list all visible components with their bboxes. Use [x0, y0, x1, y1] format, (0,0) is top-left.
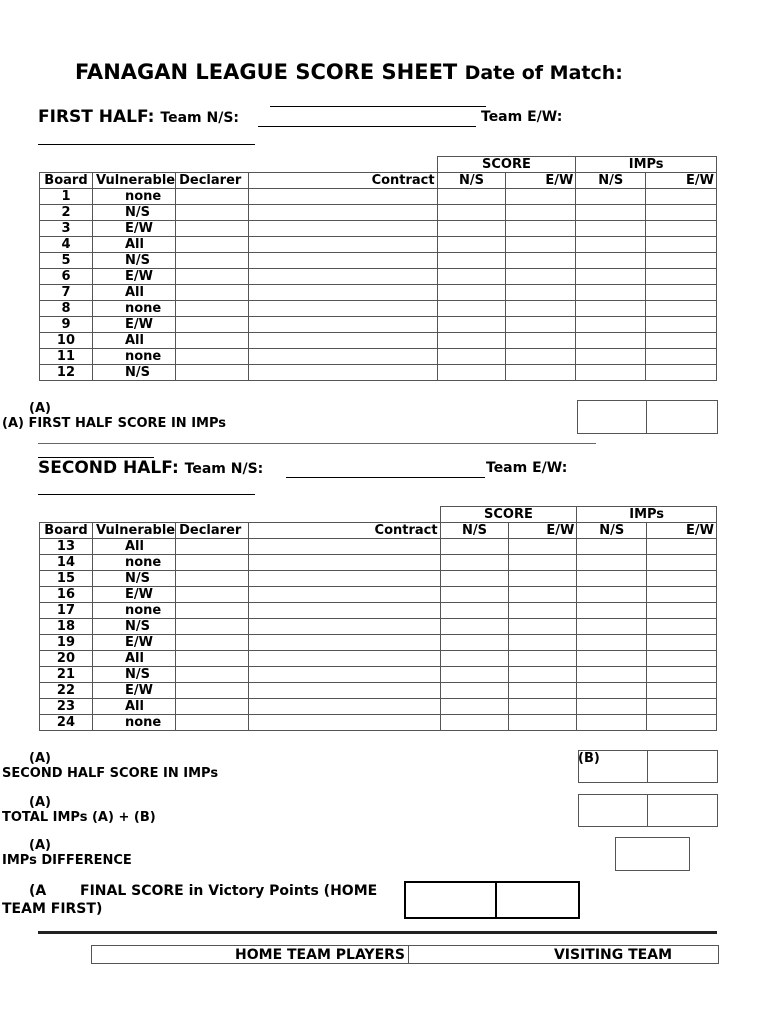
- second-half-score-table: [39, 506, 717, 731]
- score-ns-field[interactable]: [437, 221, 506, 237]
- score-ns-field[interactable]: [437, 237, 506, 253]
- imps-difference-field[interactable]: [615, 837, 690, 871]
- declarer-field[interactable]: [176, 651, 249, 667]
- contract-field[interactable]: [249, 651, 441, 667]
- score-ns-field[interactable]: [437, 253, 506, 269]
- vulnerability: N/S: [92, 365, 175, 381]
- vulnerability: none: [92, 349, 175, 365]
- declarer-field[interactable]: [176, 237, 249, 253]
- imps-ns-field[interactable]: [577, 683, 647, 699]
- score-ew-field[interactable]: [509, 683, 577, 699]
- board-number: 7: [40, 285, 93, 301]
- score-ew-field[interactable]: [509, 539, 577, 555]
- final-score-visiting-field[interactable]: [498, 883, 576, 917]
- team-ew-label-2: Team E/W:: [486, 460, 568, 476]
- table-row: [40, 635, 717, 651]
- imps-ew-field[interactable]: [647, 635, 717, 651]
- team-ew-line-2[interactable]: [38, 494, 255, 495]
- contract-field[interactable]: [249, 301, 438, 317]
- table-row: [40, 603, 717, 619]
- table-row: [40, 555, 717, 571]
- score-ew-field[interactable]: [509, 715, 577, 731]
- vulnerability: All: [92, 651, 175, 667]
- total-imps-label: TOTAL IMPs (A) + (B): [2, 810, 156, 825]
- imps-ns-field[interactable]: [576, 301, 646, 317]
- score-ns-field[interactable]: [437, 285, 506, 301]
- imps-ns-field[interactable]: [577, 651, 647, 667]
- table-row: [40, 667, 717, 683]
- imps-ns-field[interactable]: [576, 221, 646, 237]
- total-imps-ns-field[interactable]: [578, 794, 647, 825]
- imps-ns-field[interactable]: [576, 205, 646, 221]
- final-score-home-field[interactable]: [406, 883, 494, 917]
- final-score-label-line1: FINAL SCORE in Victory Points (HOME: [80, 883, 378, 899]
- score-ew-field[interactable]: [506, 205, 576, 221]
- vulnerability: E/W: [92, 221, 175, 237]
- declarer-field[interactable]: [176, 683, 249, 699]
- imps-ew-field[interactable]: [646, 221, 717, 237]
- table-row: [40, 651, 717, 667]
- board-number: 12: [40, 365, 93, 381]
- contract-field[interactable]: [249, 253, 438, 269]
- board-number: 10: [40, 333, 93, 349]
- contract-field[interactable]: [249, 603, 441, 619]
- team-ns-label-2: Team N/S:: [184, 461, 264, 477]
- score-ew-field[interactable]: [506, 253, 576, 269]
- board-number: 5: [40, 253, 93, 269]
- contract-field[interactable]: [249, 269, 438, 285]
- contract-field[interactable]: [249, 619, 441, 635]
- board-header-2: Board: [40, 523, 93, 539]
- board-number: 2: [40, 205, 93, 221]
- imps-ew-field[interactable]: [646, 189, 717, 205]
- imps-ew-field[interactable]: [647, 555, 717, 571]
- score-ew-field[interactable]: [506, 189, 576, 205]
- imps-ew-field[interactable]: [646, 301, 717, 317]
- vulnerability: N/S: [92, 205, 175, 221]
- score-ew-field[interactable]: [509, 635, 577, 651]
- score-ns-field[interactable]: [440, 603, 509, 619]
- score-ns-field[interactable]: [437, 205, 506, 221]
- second-half-header: [38, 458, 263, 478]
- contract-field[interactable]: [249, 349, 438, 365]
- vulnerability: All: [92, 237, 175, 253]
- contract-field[interactable]: [249, 699, 441, 715]
- imps-ns-field[interactable]: [576, 285, 646, 301]
- score-ns-field[interactable]: [440, 571, 509, 587]
- declarer-field[interactable]: [176, 317, 249, 333]
- contract-field[interactable]: [249, 587, 441, 603]
- score-ns-field[interactable]: [440, 667, 509, 683]
- declarer-field[interactable]: [176, 635, 249, 651]
- declarer-field[interactable]: [176, 285, 249, 301]
- imps-ns-field[interactable]: [576, 349, 646, 365]
- board-number: 11: [40, 349, 93, 365]
- imps-ew-field[interactable]: [646, 349, 717, 365]
- vulnerability: All: [92, 285, 175, 301]
- score-ew-field[interactable]: [506, 269, 576, 285]
- declarer-field[interactable]: [176, 699, 249, 715]
- declarer-field[interactable]: [176, 189, 249, 205]
- contract-field[interactable]: [249, 189, 438, 205]
- imps-ns-field[interactable]: [576, 237, 646, 253]
- imps-ew-header-2: E/W: [647, 523, 717, 539]
- score-ns-header: N/S: [437, 173, 506, 189]
- score-ns-field[interactable]: [437, 333, 506, 349]
- imps-ew-field[interactable]: [647, 603, 717, 619]
- declarer-field[interactable]: [176, 539, 249, 555]
- board-number: 18: [40, 619, 93, 635]
- declarer-field[interactable]: [176, 365, 249, 381]
- contract-field[interactable]: [249, 571, 441, 587]
- second-half-score-label: SECOND HALF SCORE IN IMPs: [2, 766, 219, 781]
- board-number: 20: [40, 651, 93, 667]
- contract-field[interactable]: [249, 205, 438, 221]
- team-ns-line-2[interactable]: [286, 477, 485, 478]
- score-ns-field[interactable]: [440, 699, 509, 715]
- declarer-header: Declarer: [176, 173, 249, 189]
- vulnerable-header: Vulnerable: [92, 173, 175, 189]
- table-row: [40, 301, 717, 317]
- declarer-header-2: Declarer: [176, 523, 249, 539]
- imps-ns-field[interactable]: [576, 189, 646, 205]
- imps-header-2: IMPs: [577, 507, 717, 523]
- board-number: 23: [40, 699, 93, 715]
- imps-ew-field[interactable]: [646, 365, 717, 381]
- declarer-field[interactable]: [176, 603, 249, 619]
- table-row: [40, 539, 717, 555]
- vulnerability: none: [92, 301, 175, 317]
- declarer-field[interactable]: [176, 619, 249, 635]
- vulnerability: N/S: [92, 667, 175, 683]
- second-half-imps-ns-field[interactable]: [578, 750, 647, 781]
- sheet-title: FANAGAN LEAGUE SCORE SHEET: [75, 60, 458, 84]
- score-ew-field[interactable]: [509, 603, 577, 619]
- team-ns-line[interactable]: [258, 126, 476, 127]
- contract-header-2: Contract: [249, 523, 441, 539]
- board-number: 17: [40, 603, 93, 619]
- contract-field[interactable]: [249, 333, 438, 349]
- table-row: [40, 221, 717, 237]
- imps-ew-field[interactable]: [646, 317, 717, 333]
- score-ns-field[interactable]: [440, 635, 509, 651]
- declarer-field[interactable]: [176, 253, 249, 269]
- contract-field[interactable]: [249, 237, 438, 253]
- vulnerability: E/W: [92, 683, 175, 699]
- vulnerability: All: [92, 699, 175, 715]
- score-ew-field[interactable]: [509, 667, 577, 683]
- declarer-field[interactable]: [176, 571, 249, 587]
- imps-ns-field[interactable]: [577, 699, 647, 715]
- table-row: [40, 189, 717, 205]
- board-number: 9: [40, 317, 93, 333]
- imps-ns-field[interactable]: [577, 619, 647, 635]
- score-ew-field[interactable]: [506, 221, 576, 237]
- table-row: [40, 683, 717, 699]
- table-row: [40, 587, 717, 603]
- table-row: [40, 571, 717, 587]
- score-ew-field[interactable]: [506, 365, 576, 381]
- score-ns-field[interactable]: [437, 365, 506, 381]
- second-half-a-marker: (A): [29, 751, 51, 766]
- score-ns-field[interactable]: [440, 587, 509, 603]
- final-score-divider: [495, 881, 497, 919]
- vulnerability: none: [92, 603, 175, 619]
- table-row: [40, 699, 717, 715]
- board-number: 1: [40, 189, 93, 205]
- score-ew-header: E/W: [506, 173, 576, 189]
- table-row: [40, 715, 717, 731]
- table-row: [40, 285, 717, 301]
- vulnerability: N/S: [92, 619, 175, 635]
- imps-ew-field[interactable]: [646, 205, 717, 221]
- declarer-field[interactable]: [176, 349, 249, 365]
- table-row: [40, 333, 717, 349]
- score-ns-field[interactable]: [437, 317, 506, 333]
- home-team-players-header: HOME TEAM PLAYERS: [92, 946, 409, 964]
- imps-ew-field[interactable]: [646, 253, 717, 269]
- imps-ns-header-2: N/S: [577, 523, 647, 539]
- board-number: 8: [40, 301, 93, 317]
- imps-ns-header: N/S: [576, 173, 646, 189]
- contract-field[interactable]: [249, 667, 441, 683]
- vulnerability: none: [92, 555, 175, 571]
- imps-ns-field[interactable]: [576, 253, 646, 269]
- imps-ns-field[interactable]: [577, 603, 647, 619]
- declarer-field[interactable]: [176, 333, 249, 349]
- imps-ew-field[interactable]: [647, 539, 717, 555]
- contract-field[interactable]: [249, 555, 441, 571]
- score-ew-field[interactable]: [509, 555, 577, 571]
- score-ns-field[interactable]: [440, 539, 509, 555]
- diff-a-marker: (A): [29, 838, 51, 853]
- score-ew-field[interactable]: [509, 619, 577, 635]
- first-half-heading: FIRST HALF:: [38, 107, 155, 127]
- score-ns-field[interactable]: [440, 555, 509, 571]
- page-title: [75, 60, 623, 84]
- imps-ew-field[interactable]: [647, 571, 717, 587]
- board-number: 21: [40, 667, 93, 683]
- score-ns-field[interactable]: [437, 301, 506, 317]
- declarer-field[interactable]: [176, 269, 249, 285]
- total-imps-ew-field[interactable]: [648, 794, 716, 825]
- declarer-field[interactable]: [176, 715, 249, 731]
- team-ew-label: Team E/W:: [481, 109, 563, 125]
- date-of-match-line[interactable]: [270, 106, 486, 107]
- imps-ns-field[interactable]: [577, 571, 647, 587]
- board-number: 15: [40, 571, 93, 587]
- first-half-imps-ew-field[interactable]: [647, 400, 716, 432]
- declarer-field[interactable]: [176, 301, 249, 317]
- board-number: 13: [40, 539, 93, 555]
- declarer-field[interactable]: [176, 587, 249, 603]
- thick-divider: [38, 931, 717, 934]
- board-number: 3: [40, 221, 93, 237]
- contract-field[interactable]: [249, 715, 441, 731]
- first-half-header: [38, 107, 239, 127]
- score-ns-field[interactable]: [437, 189, 506, 205]
- first-half-score-table: [39, 156, 717, 381]
- imps-ew-field[interactable]: [647, 587, 717, 603]
- score-ns-header-2: N/S: [440, 523, 509, 539]
- imps-ew-field[interactable]: [647, 667, 717, 683]
- final-a-marker: (A: [29, 883, 47, 899]
- score-ns-field[interactable]: [440, 683, 509, 699]
- imps-header: IMPs: [576, 157, 717, 173]
- vulnerability: All: [92, 333, 175, 349]
- imps-ns-field[interactable]: [577, 635, 647, 651]
- score-ns-field[interactable]: [440, 619, 509, 635]
- vulnerability: N/S: [92, 571, 175, 587]
- contract-header: Contract: [249, 173, 438, 189]
- score-ew-field[interactable]: [509, 651, 577, 667]
- table-row: [40, 269, 717, 285]
- declarer-field[interactable]: [176, 205, 249, 221]
- imps-ns-field[interactable]: [577, 715, 647, 731]
- imps-ew-field[interactable]: [646, 269, 717, 285]
- table-row: [40, 237, 717, 253]
- table-row: [40, 349, 717, 365]
- score-ew-field[interactable]: [509, 699, 577, 715]
- vulnerability: E/W: [92, 587, 175, 603]
- score-header-2: SCORE: [440, 507, 577, 523]
- declarer-field[interactable]: [176, 555, 249, 571]
- imps-ew-field[interactable]: [647, 619, 717, 635]
- score-ew-field[interactable]: [509, 587, 577, 603]
- score-ns-field[interactable]: [440, 651, 509, 667]
- contract-field[interactable]: [249, 365, 438, 381]
- score-ew-field[interactable]: [506, 301, 576, 317]
- imps-ew-field[interactable]: [647, 715, 717, 731]
- score-ew-field[interactable]: [506, 349, 576, 365]
- imps-difference-label: IMPs DIFFERENCE: [2, 853, 132, 868]
- score-ew-field[interactable]: [509, 571, 577, 587]
- first-half-imps-ns-field[interactable]: [577, 400, 646, 432]
- imps-ew-field[interactable]: [646, 333, 717, 349]
- imps-ns-field[interactable]: [577, 539, 647, 555]
- board-number: 14: [40, 555, 93, 571]
- board-number: 4: [40, 237, 93, 253]
- section-divider: [38, 443, 596, 444]
- imps-ns-field[interactable]: [577, 587, 647, 603]
- vulnerable-header-2: Vulnerable: [92, 523, 175, 539]
- board-number: 24: [40, 715, 93, 731]
- score-ns-field[interactable]: [437, 349, 506, 365]
- imps-ew-header: E/W: [646, 173, 717, 189]
- imps-ew-field[interactable]: [647, 683, 717, 699]
- date-of-match-label: Date of Match:: [464, 62, 623, 84]
- imps-ew-field[interactable]: [646, 285, 717, 301]
- score-ew-field[interactable]: [506, 317, 576, 333]
- board-number: 19: [40, 635, 93, 651]
- players-table: [91, 945, 719, 964]
- contract-field[interactable]: [249, 539, 441, 555]
- vulnerability: E/W: [92, 269, 175, 285]
- table-row: [40, 253, 717, 269]
- second-half-imps-ew-field[interactable]: [648, 750, 716, 781]
- board-header: Board: [40, 173, 93, 189]
- contract-field[interactable]: [249, 635, 441, 651]
- imps-ns-field[interactable]: [576, 317, 646, 333]
- total-a-marker: (A): [29, 795, 51, 810]
- imps-ew-field[interactable]: [646, 237, 717, 253]
- score-ew-field[interactable]: [506, 285, 576, 301]
- declarer-field[interactable]: [176, 667, 249, 683]
- vulnerability: N/S: [92, 253, 175, 269]
- imps-ns-field[interactable]: [576, 365, 646, 381]
- team-ns-label: Team N/S:: [160, 110, 240, 126]
- vulnerability: E/W: [92, 317, 175, 333]
- first-half-a-marker: (A): [29, 401, 51, 416]
- imps-ew-field[interactable]: [647, 699, 717, 715]
- visiting-team-header: VISITING TEAM: [409, 946, 719, 964]
- final-score-label-line2: TEAM FIRST): [2, 901, 103, 917]
- board-number: 16: [40, 587, 93, 603]
- second-half-heading: SECOND HALF:: [38, 458, 179, 478]
- score-ew-field[interactable]: [506, 237, 576, 253]
- contract-field[interactable]: [249, 683, 441, 699]
- score-ns-field[interactable]: [440, 715, 509, 731]
- second-half-b-marker: (B): [578, 751, 600, 766]
- board-number: 22: [40, 683, 93, 699]
- table-row: [40, 365, 717, 381]
- table-row: [40, 619, 717, 635]
- table-row: [40, 205, 717, 221]
- contract-field[interactable]: [249, 317, 438, 333]
- first-half-score-label: (A) FIRST HALF SCORE IN IMPs: [2, 416, 227, 431]
- vulnerability: none: [92, 715, 175, 731]
- score-ew-field[interactable]: [506, 333, 576, 349]
- imps-ns-field[interactable]: [577, 555, 647, 571]
- board-number: 6: [40, 269, 93, 285]
- score-ns-field[interactable]: [437, 269, 506, 285]
- contract-field[interactable]: [249, 285, 438, 301]
- declarer-field[interactable]: [176, 221, 249, 237]
- score-header: SCORE: [437, 157, 576, 173]
- table-row: [40, 317, 717, 333]
- imps-ew-field[interactable]: [647, 651, 717, 667]
- vulnerability: E/W: [92, 635, 175, 651]
- team-ew-line[interactable]: [38, 144, 255, 145]
- contract-field[interactable]: [249, 221, 438, 237]
- vulnerability: All: [92, 539, 175, 555]
- imps-ns-field[interactable]: [576, 333, 646, 349]
- vulnerability: none: [92, 189, 175, 205]
- imps-ns-field[interactable]: [576, 269, 646, 285]
- score-ew-header-2: E/W: [509, 523, 577, 539]
- imps-ns-field[interactable]: [577, 667, 647, 683]
